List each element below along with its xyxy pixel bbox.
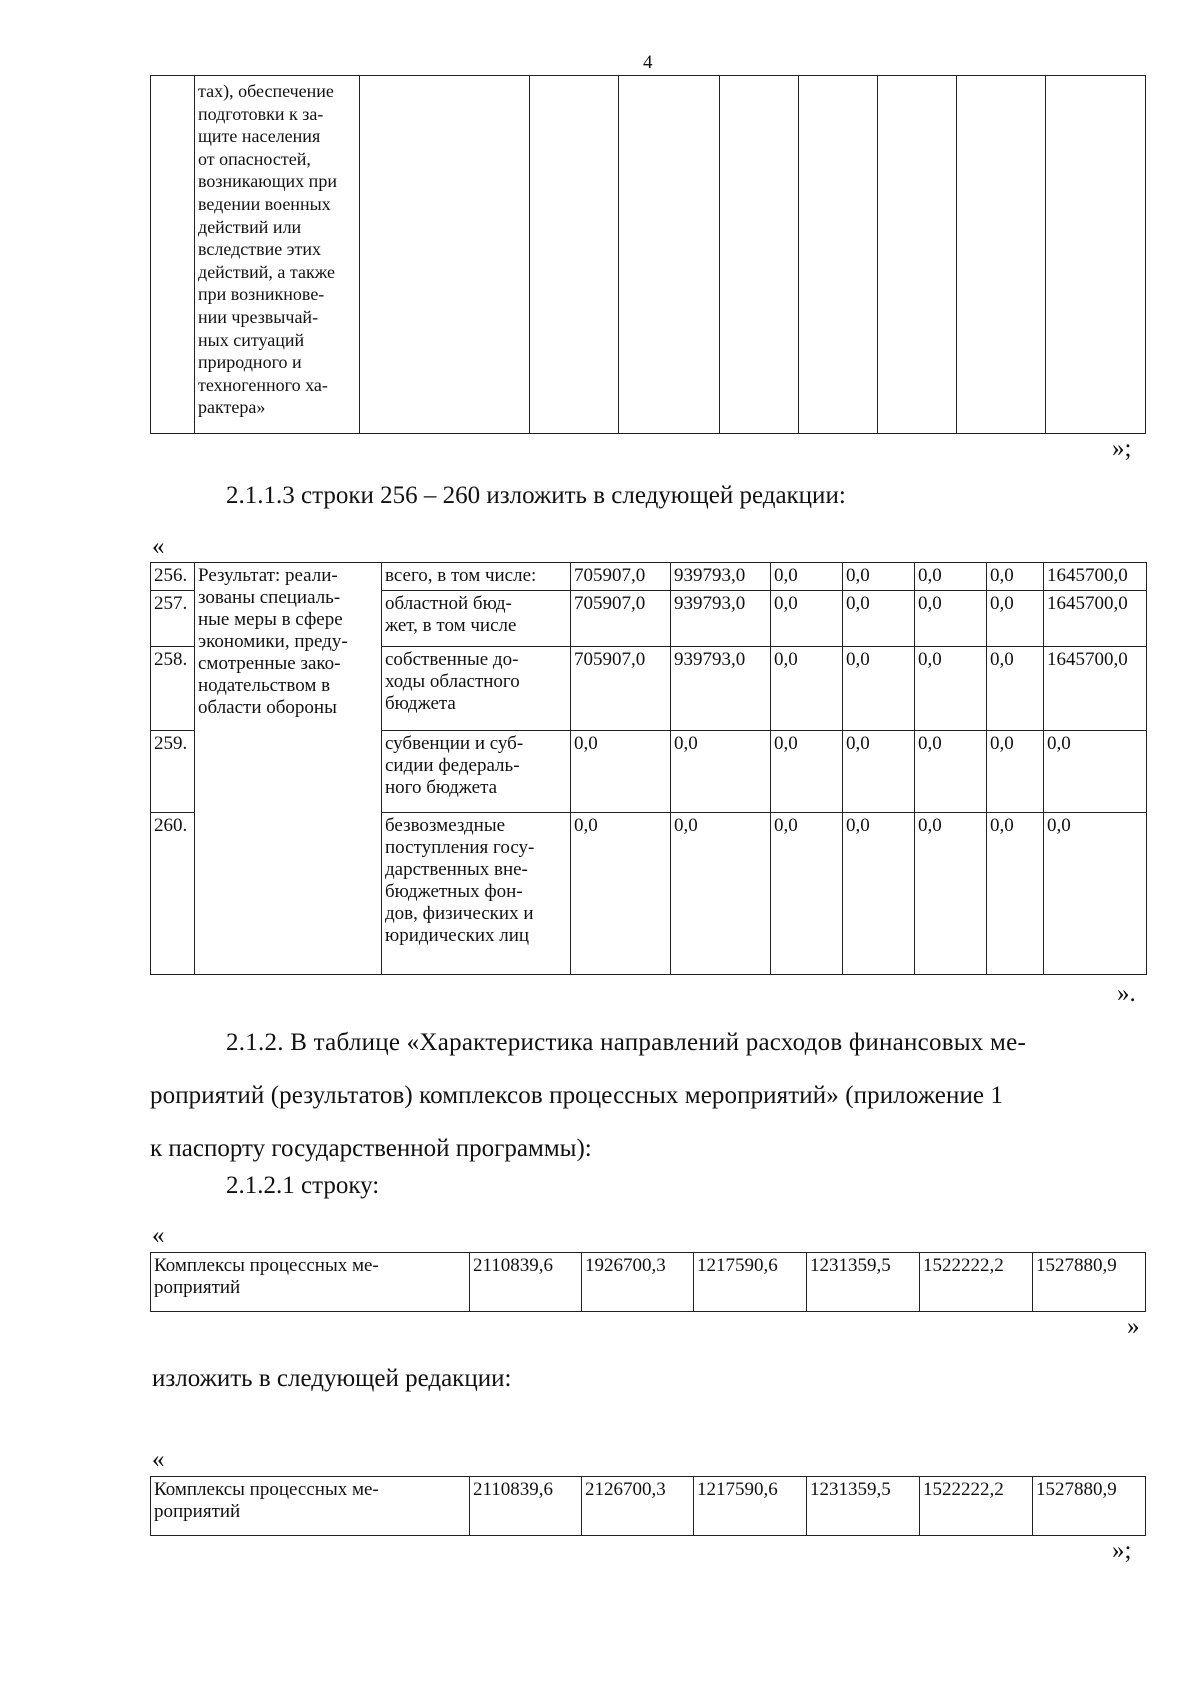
table1-description-line: тах), обеспечение <box>198 81 334 101</box>
funding-source-line: дарственных вне- <box>385 859 528 880</box>
table4-value: 2126700,3 <box>582 1477 694 1536</box>
table-row <box>151 563 1147 591</box>
table1-description-line: рактера» <box>198 397 266 418</box>
paragraph-line: 2.1.2. В таблице «Характеристика направлений расходов финансовых ме- <box>226 1029 1027 1056</box>
result-description-line: экономики, преду- <box>198 631 348 652</box>
table3-value: 1217590,6 <box>694 1253 807 1312</box>
row-number: 257. <box>151 591 195 647</box>
page-number: 4 <box>643 52 653 73</box>
table1-description-line: вследствие этих <box>198 239 322 260</box>
row-number: 259. <box>151 731 195 813</box>
value-cell: 705907,0 <box>571 563 671 591</box>
value-cell: 0,0 <box>987 563 1044 591</box>
value-cell: 0,0 <box>987 813 1044 975</box>
table1-description-line: ведении военных <box>198 193 331 214</box>
funding-source-line: бюджета <box>385 693 456 714</box>
funding-source-line: субвенции и суб- <box>385 733 524 754</box>
funding-source-line: сидии федераль- <box>385 755 520 776</box>
value-cell: 939793,0 <box>671 591 771 647</box>
value-cell: 0,0 <box>671 731 771 813</box>
value-cell: 0,0 <box>915 591 987 647</box>
heading-2-1-2-1: 2.1.2.1 строку: <box>226 1172 380 1199</box>
funding-source <box>382 647 571 731</box>
table3-label-line: роприятий <box>154 1277 241 1298</box>
result-description-line: нодательством в <box>198 675 331 696</box>
table4-value: 2110839,6 <box>470 1477 582 1536</box>
value-cell: 705907,0 <box>571 647 671 731</box>
closing-quote-2: ». <box>1117 980 1136 1007</box>
funding-source <box>382 813 571 975</box>
value-cell: 0,0 <box>571 813 671 975</box>
text-replace-with: изложить в следующей редакции: <box>152 1365 512 1392</box>
table4-value: 1522222,2 <box>920 1477 1033 1536</box>
table-rows-256-260 <box>150 562 1147 975</box>
value-cell: 0,0 <box>843 813 915 975</box>
paragraph-line: роприятий (результатов) комплексов процессных мероприятий» (приложение 1 <box>150 1082 1004 1109</box>
funding-source-line: дов, физических и <box>385 903 534 924</box>
value-cell: 0,0 <box>915 813 987 975</box>
funding-source-line: жет, в том числе <box>385 615 517 636</box>
closing-quote-1: »; <box>1112 435 1132 462</box>
table1-empty-cell <box>360 76 530 434</box>
table3-value: 1231359,5 <box>807 1253 920 1312</box>
table1-description-line: при возникнове- <box>198 284 325 305</box>
table4-label-line: роприятий <box>154 1501 241 1522</box>
value-cell: 0,0 <box>987 591 1044 647</box>
open-quote-3: « <box>152 1222 165 1249</box>
funding-source-line: ного бюджета <box>385 777 498 798</box>
table3-label <box>151 1253 470 1312</box>
funding-source-line: поступления госу- <box>385 837 535 858</box>
open-quote-2: « <box>152 533 165 560</box>
table-continuation <box>150 75 1146 434</box>
value-cell: 0,0 <box>843 731 915 813</box>
value-cell: 0,0 <box>671 813 771 975</box>
table1-description-line: природного и <box>198 352 302 373</box>
table1-description-line: подготовки к за- <box>198 103 324 124</box>
table4-value: 1231359,5 <box>807 1477 920 1536</box>
value-cell: 0,0 <box>771 563 843 591</box>
closing-quote-4: »; <box>1112 1537 1132 1564</box>
closing-quote-3: » <box>1127 1313 1140 1340</box>
table3-label-line: Комплексы процессных ме- <box>154 1255 379 1276</box>
result-description-line: смотренные зако- <box>198 653 341 674</box>
table1-description-line: техногенного ха- <box>198 374 328 395</box>
value-cell: 0,0 <box>843 647 915 731</box>
open-quote-4: « <box>152 1446 165 1473</box>
value-cell: 0,0 <box>771 591 843 647</box>
table4-value: 1217590,6 <box>694 1477 807 1536</box>
table1-empty-cell <box>1045 76 1145 434</box>
funding-source-line: ходы областного <box>385 671 520 692</box>
funding-source-line: юридических лиц <box>385 925 530 946</box>
result-description-line: Результат: реали- <box>198 565 338 586</box>
heading-2-1-1-3: 2.1.1.3 строки 256 – 260 изложить в следующей редакции: <box>226 482 846 509</box>
value-cell: 705907,0 <box>571 591 671 647</box>
funding-source-line: областной бюд- <box>385 593 512 614</box>
table4-value: 1527880,9 <box>1033 1477 1146 1536</box>
funding-source <box>382 731 571 813</box>
table-new-row <box>150 1476 1146 1536</box>
value-cell: 0,0 <box>843 563 915 591</box>
row-number: 260. <box>151 813 195 975</box>
table1-empty-cell <box>719 76 798 434</box>
table1-description-line: действий или <box>198 216 302 237</box>
table1-empty-cell <box>877 76 956 434</box>
result-description-line: ные меры в сфере <box>198 609 343 630</box>
value-cell: 0,0 <box>771 813 843 975</box>
table1-empty-cell <box>151 76 195 434</box>
result-description-line: зованы специаль- <box>198 587 341 608</box>
row-number: 256. <box>151 563 195 591</box>
paragraph-line: к паспорту государственной программы): <box>150 1135 592 1162</box>
value-cell: 0,0 <box>987 647 1044 731</box>
table3-value: 1926700,3 <box>582 1253 694 1312</box>
value-cell: 0,0 <box>843 591 915 647</box>
result-description-line: области обороны <box>198 697 337 718</box>
table1-description-line: щите населения <box>198 126 321 147</box>
table1-empty-cell <box>956 76 1045 434</box>
value-cell: 0,0 <box>571 731 671 813</box>
value-cell: 1645700,0 <box>1044 591 1147 647</box>
table1-description-line: от опасностей, <box>198 148 311 169</box>
table1-empty-cell <box>530 76 619 434</box>
table1-description-line: действий, а также <box>198 261 335 282</box>
value-cell: 0,0 <box>1044 813 1147 975</box>
value-cell: 939793,0 <box>671 647 771 731</box>
table1-description <box>195 76 360 434</box>
funding-source-line: бюджетных фон- <box>385 881 523 902</box>
result-description <box>195 563 382 975</box>
value-cell: 1645700,0 <box>1044 647 1147 731</box>
table1-description-line: ных ситуаций <box>198 329 305 350</box>
table1-empty-cell <box>619 76 719 434</box>
value-cell: 0,0 <box>915 731 987 813</box>
table3-value: 1527880,9 <box>1033 1253 1146 1312</box>
table4-label-line: Комплексы процессных ме- <box>154 1479 379 1500</box>
value-cell: 0,0 <box>915 647 987 731</box>
table3-value: 1522222,2 <box>920 1253 1033 1312</box>
funding-source-line: всего, в том числе: <box>385 565 537 586</box>
value-cell: 0,0 <box>771 647 843 731</box>
funding-source-line: собственные до- <box>385 649 519 670</box>
table-old-row <box>150 1252 1146 1312</box>
funding-source <box>382 591 571 647</box>
value-cell: 0,0 <box>771 731 843 813</box>
value-cell: 0,0 <box>1044 731 1147 813</box>
value-cell: 939793,0 <box>671 563 771 591</box>
table1-description-line: нии чрезвычай- <box>198 306 319 327</box>
row-number: 258. <box>151 647 195 731</box>
table3-value: 2110839,6 <box>470 1253 582 1312</box>
funding-source <box>382 563 571 591</box>
value-cell: 0,0 <box>987 731 1044 813</box>
table1-empty-cell <box>798 76 877 434</box>
value-cell: 0,0 <box>915 563 987 591</box>
table4-label <box>151 1477 470 1536</box>
paragraph-2-1-2 <box>150 1016 1142 1175</box>
table1-description-line: возникающих при <box>198 171 337 192</box>
funding-source-line: безвозмездные <box>385 815 506 836</box>
value-cell: 1645700,0 <box>1044 563 1147 591</box>
